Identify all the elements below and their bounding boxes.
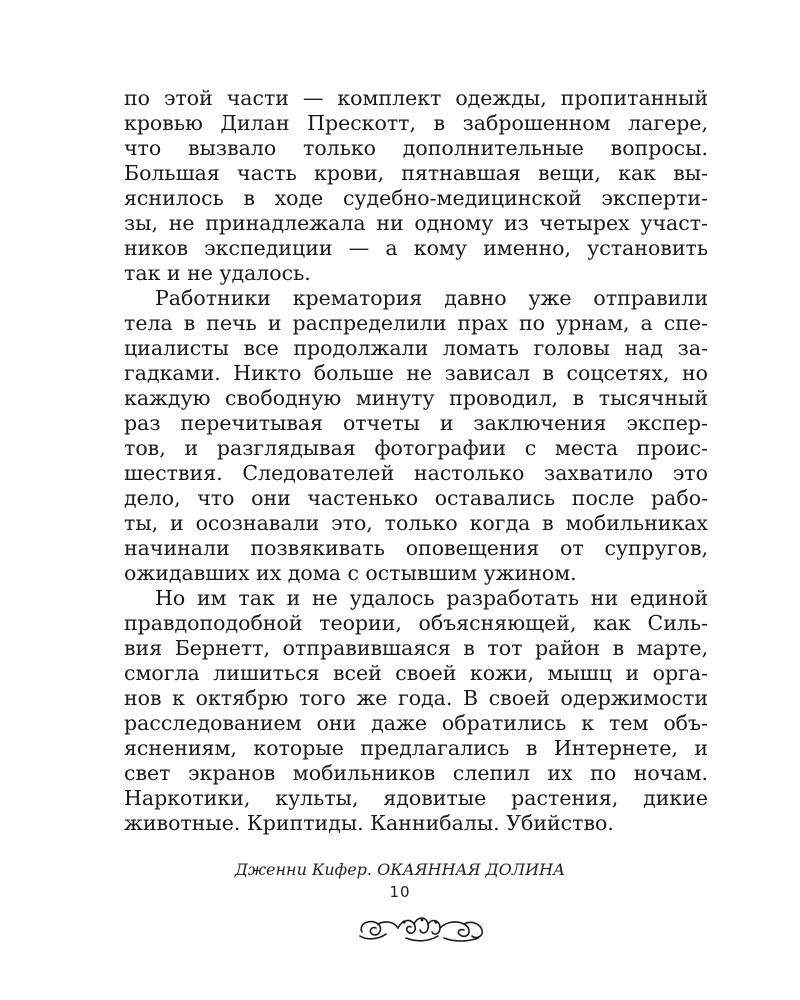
text-line: животные. Криптиды. Каннибалы. Убийство.	[124, 811, 614, 835]
text-line: каждую свободную минуту проводил, в тысячный	[124, 386, 708, 410]
text-line: ников экспедиции — а кому именно, установить	[124, 236, 708, 260]
text-line: зы, не принадлежала ни одному из четырех участ-	[124, 211, 708, 235]
text-line: правдоподобной теории, объясняющей, как Силь-	[124, 611, 708, 635]
running-title: Дженни Кифер. ОКАЯННАЯ ДОЛИНА	[234, 860, 566, 879]
text-line: циалисты все продолжали ломать головы над за-	[124, 336, 708, 360]
text-line: яснилось в ходе судебно-медицинской эксперти-	[124, 186, 708, 210]
text-line: дело, что они частенько оставались после рабо-	[124, 486, 708, 510]
text-line: расследованием они даже обратились к тем объ-	[124, 711, 708, 735]
text-line: раз перечитывая отчеты и заключения экспер-	[124, 411, 708, 435]
text-line: начинали позвякивать оповещения от супругов,	[124, 536, 708, 560]
text-line: тела в печь и распределили прах по урнам, а спе-	[124, 311, 708, 335]
text-line: нов к октябрю того же года. В своей одержимости	[124, 686, 708, 710]
text-line: Работники крематория давно уже отправили	[155, 286, 708, 310]
text-line: яснениям, которые предлагались в Интернете, и	[124, 736, 708, 760]
text-line: гадками. Никто больше не зависал в соцсетях, но	[124, 361, 708, 385]
body-text	[124, 86, 708, 836]
ornament-flourish-icon	[356, 910, 486, 946]
text-line: Большая часть крови, пятнавшая вещи, как вы-	[124, 161, 708, 185]
page-number: 10	[389, 883, 411, 901]
text-line: Но им так и не удалось разработать ни единой	[155, 586, 708, 610]
text-line: Наркотики, культы, ядовитые растения, дикие	[124, 786, 708, 810]
text-line: шествия. Следователей настолько захватило это	[124, 461, 708, 485]
text-line: так и не удалось.	[124, 261, 311, 285]
text-line: ты, и осознавали это, только когда в мобильниках	[124, 511, 708, 535]
text-line: вия Бернетт, отправившаяся в тот район в марте,	[124, 636, 708, 660]
text-line: тов, и разглядывая фотографии с места проис-	[124, 436, 708, 460]
text-line: смогла лишиться всей своей кожи, мышц и орга-	[124, 661, 708, 685]
text-line: кровью Дилан Прескотт, в заброшенном лагере,	[124, 111, 708, 135]
text-line: что вызвало только дополнительные вопросы.	[124, 136, 708, 160]
text-line: свет экранов мобильников слепил их по ночам.	[124, 761, 708, 785]
text-line: ожидавших их дома с остывшим ужином.	[124, 561, 577, 585]
text-line: по этой части — комплект одежды, пропитанный	[124, 86, 708, 110]
